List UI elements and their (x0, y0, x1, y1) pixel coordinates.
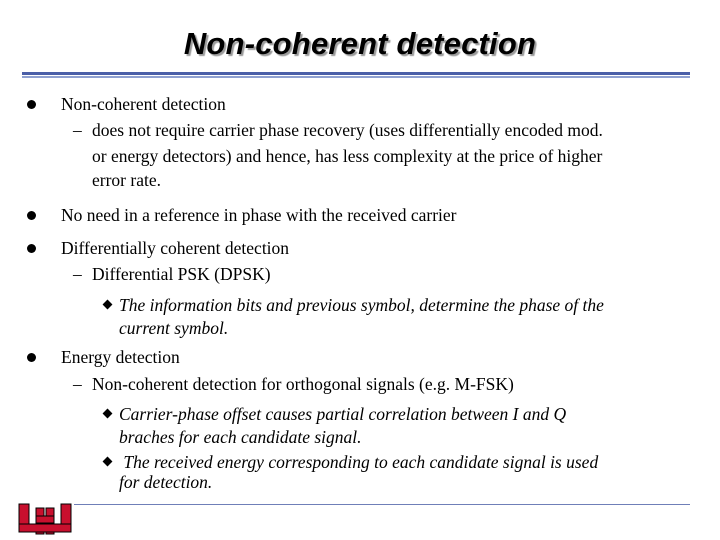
bullet-text: Non-coherent detection (61, 94, 226, 114)
slide-title: Non-coherent detection (183, 26, 537, 61)
bullet-icon (27, 244, 36, 253)
sub-sub-bullet-text: for detection. (119, 472, 213, 492)
sub-sub-bullet-text: Carrier-phase offset causes partial correlation between I and Q (119, 404, 567, 424)
sub-bullet-text: or energy detectors) and hence, has less complexity at the price of higher (92, 146, 603, 166)
bullet-icon (27, 211, 36, 220)
dash-icon: – (73, 120, 82, 140)
bullet-text: No need in a reference in phase with the received carrier (61, 205, 457, 225)
title-underline (22, 72, 690, 75)
sub-bullet-text: Non-coherent detection for orthogonal signals (e.g. M-FSK) (92, 374, 514, 394)
diamond-bullet-icon (103, 409, 113, 419)
sub-bullet-text: does not require carrier phase recovery (uses differentially encoded mod. (92, 120, 603, 140)
bullet-text: Differentially coherent detection (61, 238, 290, 258)
title-underline-secondary (22, 76, 690, 78)
sub-sub-bullet-text: braches for each candidate signal. (119, 427, 362, 447)
sub-sub-bullet-text: current symbol. (119, 318, 229, 338)
sub-sub-bullet-text: The received energy corresponding to each candidate signal is used (119, 452, 599, 472)
bullet-icon (27, 353, 36, 362)
sub-sub-bullet-text: The information bits and previous symbol, determine the phase of the (119, 295, 604, 315)
uh-logo-icon (16, 500, 74, 536)
bullet-text: Energy detection (61, 347, 180, 367)
dash-icon: – (73, 374, 82, 394)
dash-icon: – (73, 264, 82, 284)
diamond-bullet-icon (103, 457, 113, 467)
bullet-icon (27, 100, 36, 109)
footer-rule (74, 504, 690, 505)
sub-bullet-text: error rate. (92, 170, 161, 190)
sub-bullet-text: Differential PSK (DPSK) (92, 264, 271, 284)
diamond-bullet-icon (103, 300, 113, 310)
